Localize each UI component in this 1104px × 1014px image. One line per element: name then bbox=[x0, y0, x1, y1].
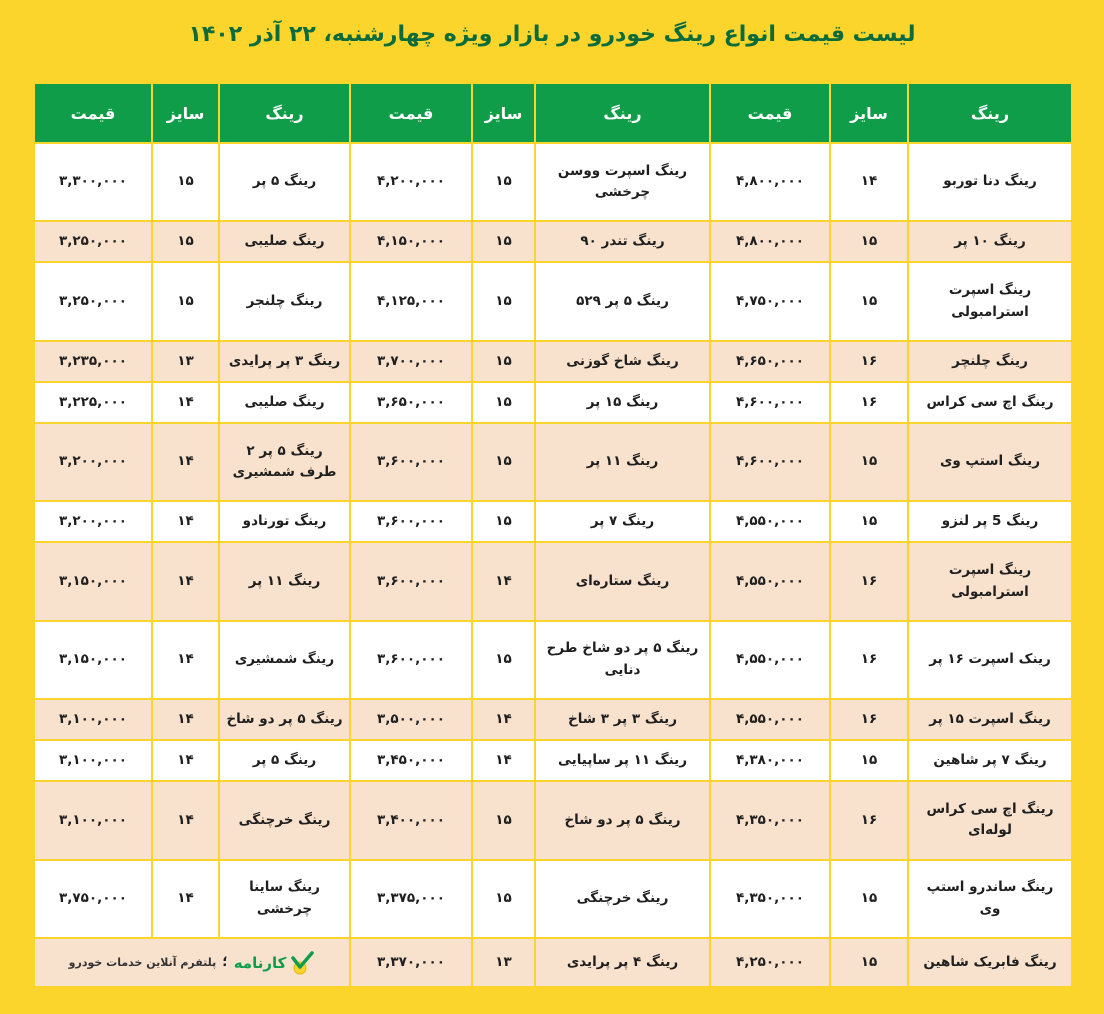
ring-price: ۳,۲۲۵,۰۰۰ bbox=[34, 382, 152, 423]
ring-size: ۱۴ bbox=[472, 699, 535, 740]
ring-size: ۱۶ bbox=[830, 341, 908, 382]
ring-name: رینگ ۳ پر ۳ شاخ bbox=[535, 699, 710, 740]
ring-size: ۱۴ bbox=[152, 621, 219, 699]
ring-size: ۱۵ bbox=[830, 501, 908, 542]
ring-size: ۱۶ bbox=[830, 621, 908, 699]
ring-name: رینگ چلنچر bbox=[908, 341, 1072, 382]
ring-price: ۴,۳۸۰,۰۰۰ bbox=[710, 740, 830, 781]
ring-price: ۳,۱۵۰,۰۰۰ bbox=[34, 621, 152, 699]
brand-footer bbox=[34, 938, 350, 987]
ring-name: رینگ ساندرو استپ وی bbox=[908, 860, 1072, 938]
ring-price: ۳,۷۵۰,۰۰۰ bbox=[34, 860, 152, 938]
brand-logo bbox=[234, 950, 316, 976]
ring-name: رینگ ۱۱ پر bbox=[219, 542, 350, 620]
table-row bbox=[34, 860, 1072, 938]
ring-price: ۳,۱۰۰,۰۰۰ bbox=[34, 781, 152, 859]
header-ring-3: رینگ bbox=[219, 83, 350, 143]
header-size-1: سایز bbox=[830, 83, 908, 143]
ring-name: رینگ ۱۱ پر bbox=[535, 423, 710, 501]
ring-price: ۴,۶۰۰,۰۰۰ bbox=[710, 382, 830, 423]
ring-size: ۱۵ bbox=[830, 262, 908, 340]
ring-name: رینگ ۷ پر شاهین bbox=[908, 740, 1072, 781]
ring-size: ۱۵ bbox=[830, 860, 908, 938]
table-row bbox=[34, 341, 1072, 382]
price-table bbox=[33, 82, 1073, 988]
ring-price: ۳,۶۰۰,۰۰۰ bbox=[350, 621, 472, 699]
ring-size: ۱۶ bbox=[830, 382, 908, 423]
ring-price: ۳,۲۵۰,۰۰۰ bbox=[34, 262, 152, 340]
ring-price: ۴,۶۰۰,۰۰۰ bbox=[710, 423, 830, 501]
brand-separator: ؛ bbox=[222, 953, 228, 970]
ring-price: ۴,۲۵۰,۰۰۰ bbox=[710, 938, 830, 987]
ring-name: رینگ تندر ۹۰ bbox=[535, 221, 710, 262]
ring-size: ۱۵ bbox=[830, 740, 908, 781]
ring-name: رینگ ۵ پر دو شاخ طرح دنایی bbox=[535, 621, 710, 699]
header-price-2: قیمت bbox=[350, 83, 472, 143]
table-row bbox=[34, 542, 1072, 620]
ring-size: ۱۵ bbox=[472, 423, 535, 501]
table-row bbox=[34, 262, 1072, 340]
ring-name: رینگ استپ وی bbox=[908, 423, 1072, 501]
table-header-row bbox=[34, 83, 1072, 143]
ring-size: ۱۵ bbox=[152, 262, 219, 340]
ring-price: ۴,۵۵۰,۰۰۰ bbox=[710, 542, 830, 620]
brand-name: کارنامه bbox=[233, 953, 287, 972]
header-price-3: قیمت bbox=[34, 83, 152, 143]
ring-price: ۳,۱۰۰,۰۰۰ bbox=[34, 740, 152, 781]
ring-price: ۴,۱۲۵,۰۰۰ bbox=[350, 262, 472, 340]
ring-price: ۳,۲۰۰,۰۰۰ bbox=[34, 501, 152, 542]
ring-size: ۱۴ bbox=[152, 740, 219, 781]
ring-price: ۴,۸۰۰,۰۰۰ bbox=[710, 143, 830, 221]
ring-size: ۱۵ bbox=[472, 143, 535, 221]
ring-price: ۳,۳۰۰,۰۰۰ bbox=[34, 143, 152, 221]
ring-name: رینگ خرچنگی bbox=[535, 860, 710, 938]
ring-price: ۳,۲۳۵,۰۰۰ bbox=[34, 341, 152, 382]
table-row bbox=[34, 143, 1072, 221]
brand-block bbox=[41, 950, 343, 976]
table-row bbox=[34, 501, 1072, 542]
ring-name: رینگ ۵ پر دو شاخ bbox=[219, 699, 350, 740]
ring-size: ۱۵ bbox=[472, 860, 535, 938]
ring-price: ۴,۶۵۰,۰۰۰ bbox=[710, 341, 830, 382]
ring-price: ۳,۱۵۰,۰۰۰ bbox=[34, 542, 152, 620]
header-ring-1: رینگ bbox=[908, 83, 1072, 143]
ring-price: ۴,۸۰۰,۰۰۰ bbox=[710, 221, 830, 262]
ring-price: ۳,۲۵۰,۰۰۰ bbox=[34, 221, 152, 262]
ring-name: رینگ تورنادو bbox=[219, 501, 350, 542]
ring-price: ۴,۲۰۰,۰۰۰ bbox=[350, 143, 472, 221]
ring-name: رینگ ۱۰ پر bbox=[908, 221, 1072, 262]
ring-price: ۳,۶۰۰,۰۰۰ bbox=[350, 542, 472, 620]
table-row bbox=[34, 740, 1072, 781]
ring-name: رینگ ۵ پر bbox=[219, 143, 350, 221]
header-size-3: سایز bbox=[152, 83, 219, 143]
ring-price: ۳,۶۵۰,۰۰۰ bbox=[350, 382, 472, 423]
ring-size: ۱۵ bbox=[152, 143, 219, 221]
ring-price: ۴,۳۵۰,۰۰۰ bbox=[710, 781, 830, 859]
ring-name: رینگ ۵ پر ۵۲۹ bbox=[535, 262, 710, 340]
ring-price: ۳,۴۵۰,۰۰۰ bbox=[350, 740, 472, 781]
table-row-footer bbox=[34, 938, 1072, 987]
table-row bbox=[34, 423, 1072, 501]
ring-name: رینگ ساینا چرخشی bbox=[219, 860, 350, 938]
ring-size: ۱۳ bbox=[472, 938, 535, 987]
ring-name: رینگ ۱۵ پر bbox=[535, 382, 710, 423]
ring-name: رینگ اچ سی کراس bbox=[908, 382, 1072, 423]
ring-name: رینگ اسپرت ووسن چرخشی bbox=[535, 143, 710, 221]
ring-name: رینگ اسپرت ۱۵ پر bbox=[908, 699, 1072, 740]
ring-name: رینگ ۵ پر ۲ طرف شمشیری bbox=[219, 423, 350, 501]
ring-price: ۳,۴۰۰,۰۰۰ bbox=[350, 781, 472, 859]
ring-price: ۴,۳۵۰,۰۰۰ bbox=[710, 860, 830, 938]
table-row bbox=[34, 781, 1072, 859]
ring-price: ۴,۱۵۰,۰۰۰ bbox=[350, 221, 472, 262]
ring-name: رینگ اسپرت استرامبولی bbox=[908, 542, 1072, 620]
ring-size: ۱۴ bbox=[152, 781, 219, 859]
ring-size: ۱۵ bbox=[830, 221, 908, 262]
ring-price: ۴,۵۵۰,۰۰۰ bbox=[710, 501, 830, 542]
ring-size: ۱۵ bbox=[152, 221, 219, 262]
ring-size: ۱۴ bbox=[472, 542, 535, 620]
ring-name: رینگ خرچنگی bbox=[219, 781, 350, 859]
ring-size: ۱۵ bbox=[830, 423, 908, 501]
ring-price: ۳,۶۰۰,۰۰۰ bbox=[350, 501, 472, 542]
ring-size: ۱۶ bbox=[830, 781, 908, 859]
ring-size: ۱۵ bbox=[472, 501, 535, 542]
ring-size: ۱۴ bbox=[152, 860, 219, 938]
ring-size: ۱۳ bbox=[152, 341, 219, 382]
ring-name: رینگ شمشیری bbox=[219, 621, 350, 699]
ring-size: ۱۶ bbox=[830, 542, 908, 620]
header-ring-2: رینگ bbox=[535, 83, 710, 143]
ring-size: ۱۴ bbox=[152, 501, 219, 542]
ring-name: رینگ ستاره‌ای bbox=[535, 542, 710, 620]
ring-name: رینگ 5 پر لنزو bbox=[908, 501, 1072, 542]
ring-size: ۱۴ bbox=[152, 699, 219, 740]
table-row bbox=[34, 699, 1072, 740]
ring-size: ۱۵ bbox=[472, 262, 535, 340]
brand-tagline: پلتفرم آنلاین خدمات خودرو bbox=[68, 955, 217, 969]
ring-size: ۱۵ bbox=[472, 781, 535, 859]
ring-name: رینگ ۴ پر پرایدی bbox=[535, 938, 710, 987]
ring-name: رینگ صلیبی bbox=[219, 221, 350, 262]
ring-size: ۱۵ bbox=[472, 221, 535, 262]
ring-price: ۳,۲۰۰,۰۰۰ bbox=[34, 423, 152, 501]
header-price-1: قیمت bbox=[710, 83, 830, 143]
ring-size: ۱۶ bbox=[830, 699, 908, 740]
ring-price: ۳,۶۰۰,۰۰۰ bbox=[350, 423, 472, 501]
ring-price: ۴,۷۵۰,۰۰۰ bbox=[710, 262, 830, 340]
ring-name: رینگ چلنجر bbox=[219, 262, 350, 340]
ring-price: ۳,۳۷۰,۰۰۰ bbox=[350, 938, 472, 987]
ring-name: رینگ اچ سی کراس لوله‌ای bbox=[908, 781, 1072, 859]
ring-size: ۱۴ bbox=[152, 382, 219, 423]
ring-name: رینگ ۳ پر پرایدی bbox=[219, 341, 350, 382]
ring-size: ۱۵ bbox=[472, 621, 535, 699]
ring-size: ۱۴ bbox=[152, 542, 219, 620]
ring-price: ۴,۵۵۰,۰۰۰ bbox=[710, 621, 830, 699]
ring-name: رینگ فابریک شاهین bbox=[908, 938, 1072, 987]
ring-size: ۱۴ bbox=[152, 423, 219, 501]
table-row bbox=[34, 621, 1072, 699]
ring-price: ۳,۵۰۰,۰۰۰ bbox=[350, 699, 472, 740]
ring-size: ۱۵ bbox=[830, 938, 908, 987]
ring-name: رینگ ۷ پر bbox=[535, 501, 710, 542]
ring-name: رینگ اسپرت استرامبولی bbox=[908, 262, 1072, 340]
ring-price: ۳,۱۰۰,۰۰۰ bbox=[34, 699, 152, 740]
ring-name: رینگ ۵ پر bbox=[219, 740, 350, 781]
ring-price: ۳,۳۷۵,۰۰۰ bbox=[350, 860, 472, 938]
header-size-2: سایز bbox=[472, 83, 535, 143]
ring-size: ۱۵ bbox=[472, 382, 535, 423]
ring-size: ۱۴ bbox=[472, 740, 535, 781]
table-row bbox=[34, 221, 1072, 262]
ring-name: رینک اسپرت ۱۶ پر bbox=[908, 621, 1072, 699]
ring-name: رینگ دنا توربو bbox=[908, 143, 1072, 221]
ring-size: ۱۴ bbox=[830, 143, 908, 221]
ring-name: رینگ ۵ پر دو شاخ bbox=[535, 781, 710, 859]
ring-price: ۴,۵۵۰,۰۰۰ bbox=[710, 699, 830, 740]
ring-name: رینگ صلیبی bbox=[219, 382, 350, 423]
ring-name: رینگ ۱۱ پر ساپیایی bbox=[535, 740, 710, 781]
ring-size: ۱۵ bbox=[472, 341, 535, 382]
ring-name: رینگ شاخ گوزنی bbox=[535, 341, 710, 382]
table-body bbox=[34, 143, 1072, 987]
page-title: لیست قیمت انواع رینگ خودرو در بازار ویژه چهارشنبه، ۲۲ آذر ۱۴۰۲ bbox=[188, 22, 916, 47]
check-icon bbox=[289, 950, 315, 976]
table-row bbox=[34, 382, 1072, 423]
ring-price: ۳,۷۰۰,۰۰۰ bbox=[350, 341, 472, 382]
